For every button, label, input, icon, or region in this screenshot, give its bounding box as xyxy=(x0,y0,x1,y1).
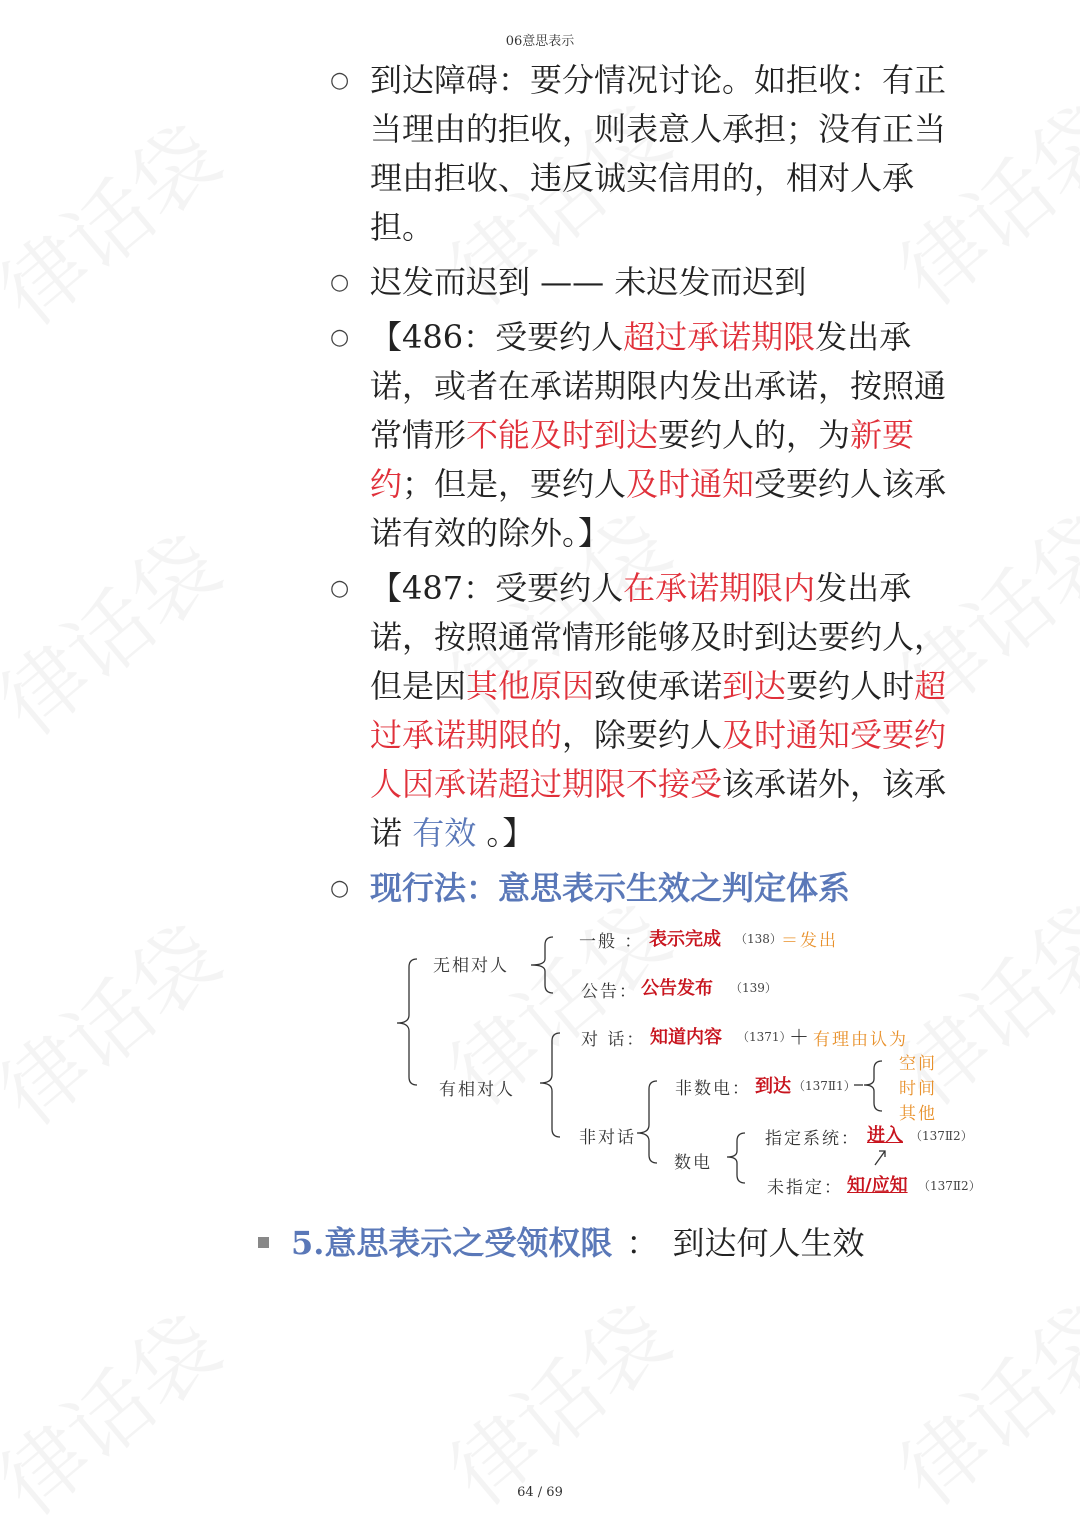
section-5-heading xyxy=(258,1218,864,1268)
bullet-text-segment: 发出承诺，按照通常情形能够及时到达要约人，但是因 xyxy=(370,569,947,705)
designated-rule: 进入 xyxy=(867,1125,903,1146)
announce-label: 公告： xyxy=(581,982,638,1002)
data-bracket xyxy=(727,1133,745,1183)
undesignated-article: （137Ⅱ2） xyxy=(918,1179,981,1193)
non-dialogue-bracket xyxy=(637,1081,657,1163)
non-data-article: （137Ⅱ1） xyxy=(793,1079,856,1093)
bullet-item xyxy=(330,864,970,913)
bullet-text-segment: 及时通知 xyxy=(626,465,755,503)
bullet-text-segment: ，除要约人 xyxy=(562,716,723,754)
general-article: （138） xyxy=(735,932,782,946)
bullet-text-segment: 在承诺期限内 xyxy=(623,569,816,607)
designated-label: 指定系统： xyxy=(765,1129,860,1149)
factor-space: 空间 xyxy=(899,1054,937,1074)
designated-article: （137Ⅱ2） xyxy=(910,1129,973,1143)
bullet-text-segment: 发出承诺，或者在承诺期限内发出承诺，按照通常情形 xyxy=(370,318,947,454)
bullet-text-segment: ；但是，要约人 xyxy=(402,465,627,503)
square-bullet-icon xyxy=(258,1237,269,1248)
dialogue-article: （1371） xyxy=(737,1030,792,1044)
circle-bullet-icon: ○ xyxy=(330,576,350,601)
factors-bracket xyxy=(864,1061,882,1111)
with-counterpart-label: 有相对人 xyxy=(439,1080,515,1100)
bullet-item xyxy=(330,258,970,307)
general-note: ＝发出 xyxy=(781,931,838,951)
no-counterpart-bracket xyxy=(531,937,553,993)
bullet-text-segment: 新要约 xyxy=(370,416,915,503)
bullet-item xyxy=(330,313,970,558)
non-data-label: 非数电： xyxy=(675,1079,751,1099)
bullet-item xyxy=(330,56,970,252)
factor-time: 时间 xyxy=(899,1079,937,1099)
bullet-text-segment: 超过承诺期限 xyxy=(623,318,816,356)
bullet-list xyxy=(330,56,970,919)
circle-bullet-icon: ○ xyxy=(330,325,350,350)
document-header-title: 06意思表示 xyxy=(505,34,575,49)
non-data-rule: 到达 xyxy=(755,1076,791,1097)
bullet-text-segment: 【486：受要约人 xyxy=(370,318,624,356)
bullet-text-segment: 该承诺外，该承诺 xyxy=(370,765,947,852)
bullet-text-segment: 超过承诺期限的 xyxy=(370,667,947,754)
general-label: 一般 ： xyxy=(579,932,644,952)
bullet-text-segment: 要约人时 xyxy=(786,667,915,705)
section-5-title: 5.意思表示之受领权限 xyxy=(291,1224,613,1262)
watermark xyxy=(0,93,241,348)
bullet-text-segment: 到达 xyxy=(722,667,787,705)
undesignated-rule: 知/应知 xyxy=(847,1175,908,1196)
root-bracket xyxy=(397,959,417,1085)
factor-other: 其他 xyxy=(899,1104,937,1124)
bullet-item xyxy=(330,564,970,858)
bullet-text-segment: 。】 xyxy=(476,814,535,852)
non-dialogue-label: 非对话 xyxy=(579,1128,636,1148)
no-counterpart-label: 无相对人 xyxy=(433,956,509,976)
section-5-separator: ： xyxy=(626,1224,659,1262)
dialogue-label: 对 话： xyxy=(581,1030,646,1050)
section-5-text: 到达何人生效 xyxy=(672,1224,865,1262)
general-rule: 表示完成 xyxy=(649,929,721,950)
bullet-text-segment: 迟发而迟到 —— 未迟发而迟到 xyxy=(370,263,807,301)
undesignated-label: 未指定： xyxy=(767,1178,843,1198)
bullet-text-segment: 到达障碍：要分情况讨论。如拒收：有正当理由的拒收，则表意人承担；没有正当理由拒收、违反诚实信用的，相对人承担。 xyxy=(370,61,947,246)
arrow-line xyxy=(875,1151,885,1165)
data-label: 数电 xyxy=(674,1153,712,1173)
bullet-text-segment: 及时通知受要约人因承诺超过期限不接受 xyxy=(370,716,947,803)
circle-bullet-icon: ○ xyxy=(330,68,350,93)
announce-rule: 公告发布 xyxy=(641,978,713,999)
watermark xyxy=(0,503,241,758)
dialogue-rule: 知道内容 xyxy=(650,1027,722,1048)
bullet-text-segment: 不能及时到达 xyxy=(466,416,659,454)
circle-bullet-icon: ○ xyxy=(330,876,350,901)
with-counterpart-bracket xyxy=(540,1033,560,1137)
dialogue-note: 有理由认为 xyxy=(813,1030,908,1050)
circle-bullet-icon: ○ xyxy=(330,270,350,295)
bullet-text-segment: 【487：受要约人 xyxy=(370,569,624,607)
effect-determination-diagram xyxy=(385,915,985,1205)
watermark xyxy=(0,893,241,1148)
bullet-text-segment: 有效 xyxy=(412,814,477,852)
bullet-text-segment: 其他原因 xyxy=(466,667,595,705)
page-number: 64 / 69 xyxy=(517,1485,563,1500)
announce-article: （139） xyxy=(730,981,777,995)
bullet-text-segment: 现行法：意思表示生效之判定体系 xyxy=(370,869,851,907)
dialogue-plus: ＋ xyxy=(789,1025,809,1049)
bullet-text-segment: 要约人的，为 xyxy=(658,416,851,454)
bullet-text-segment: 受要约人该承诺有效的除外。】 xyxy=(370,465,947,552)
bullet-text-segment: 致使承诺 xyxy=(594,667,723,705)
